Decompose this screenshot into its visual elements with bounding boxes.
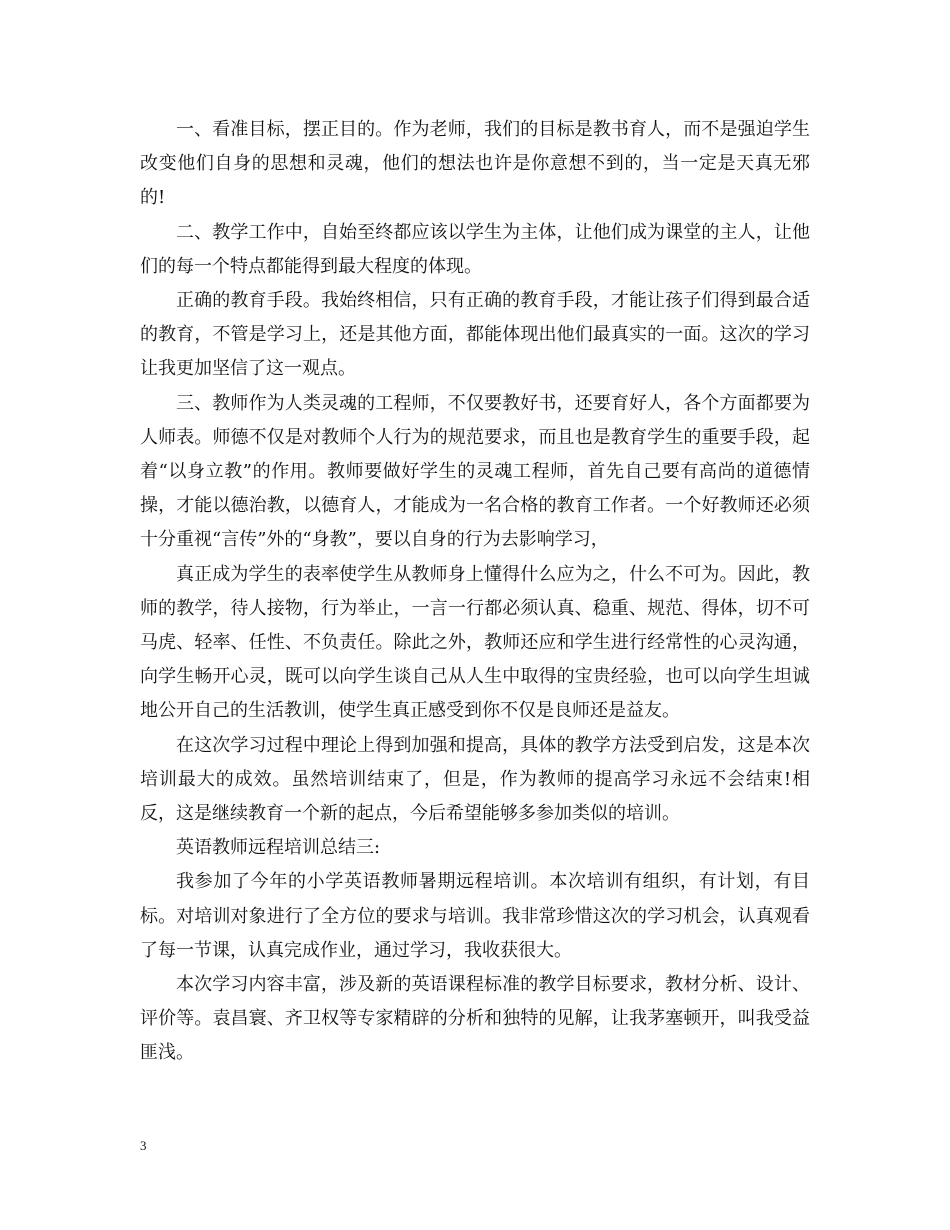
paragraph-role-model: 真正成为学生的表率使学生从教师身上懂得什么应为之，什么不可为。因此，教师的教学，待人接物，行为举止，一言一行都必须认真、稳重、规范、得体，切不可马虎、轻率、任性、不负责任。除此之外，教师还应和学生进行经常性的心灵沟通，向学生畅开心灵，既可以向学生谈自己从人生中取得的宝贵经验，也可以向学生坦诚地公开自己的生活教训，使学生真正感受到你不仅是良师还是益友。: [140, 563, 810, 722]
paragraph-training-result: 在这次学习过程中理论上得到加强和提高，具体的教学方法受到启发，这是本次培训最大的成效。虽然培训结束了，但是，作为教师的提高学习永远不会结束!相反，这是继续教育一个新的起点，今后希望能够多参加类似的培训。: [140, 734, 810, 825]
page-number: 3: [140, 1138, 147, 1153]
paragraph-education-means: 正确的教育手段。我始终相信，只有正确的教育手段，才能让孩子们得到最合适的教育，不管是学习上，还是其他方面，都能体现出他们最真实的一面。这次的学习让我更加坚信了这一观点。: [140, 290, 810, 380]
paragraph-teacher-role: 三、教师作为人类灵魂的工程师，不仅要教好书，还要育好人，各个方面都要为人师表。师德不仅是对教师个人行为的规范要求，而且也是教育学生的重要手段，起着“以身立教”的作用。教师要做好学生的灵魂工程师，首先自己要有高尚的道德情操，才能以德治教，以德育人，才能成为一名合格的教育工作者。一个好教师还必须十分重视“言传”外的“身教”，要以自身的行为去影响学习，: [140, 392, 810, 551]
paragraph-course-content: 本次学习内容丰富，涉及新的英语课程标准的教学目标要求，教材分析、设计、评价等。袁昌寰、齐卫权等专家精辟的分析和独特的见解，让我茅塞顿开，叫我受益匪浅。: [140, 974, 810, 1064]
section-heading-summary-three: 英语教师远程培训总结三:: [176, 837, 381, 859]
paragraph-training-participation: 我参加了今年的小学英语教师暑期远程培训。本次培训有组织，有计划，有目标。对培训对象进行了全方位的要求与培训。我非常珍惜这次的学习机会，认真观看了每一节课，认真完成作业，通过学习，我收获很大。: [140, 871, 810, 961]
document-body: [140, 113, 810, 1071]
paragraph-student-subject: 二、教学工作中，自始至终都应该以学生为主体，让他们成为课堂的主人，让他们的每一个特点都能得到最大程度的体现。: [140, 221, 810, 277]
paragraph-goal: 一、看准目标，摆正目的。作为老师，我们的目标是教书育人，而不是强迫学生改变他们自身的思想和灵魂，他们的想法也许是你意想不到的，当一定是天真无邪的!: [140, 119, 810, 209]
